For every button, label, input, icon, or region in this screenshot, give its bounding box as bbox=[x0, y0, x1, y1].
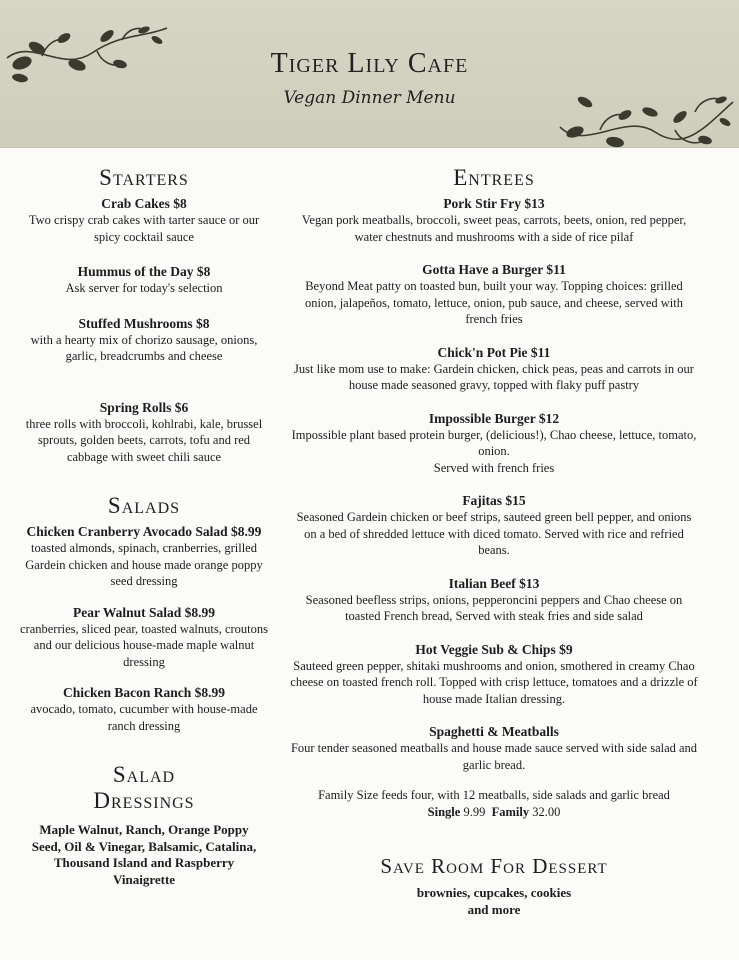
item-desc: three rolls with broccoli, kohlrabi, kale, brussel sprouts, golden beets, carrots, tofu and red cabbage with sweet chili sauce bbox=[25, 416, 263, 464]
item-name: Chicken Cranberry Avocado Salad $8.99 bbox=[26, 524, 262, 539]
item-name: Pork Stir Fry $13 bbox=[443, 196, 545, 211]
item-name: Spaghetti & Meatballs bbox=[429, 724, 559, 739]
dessert-line1: brownies, cupcakes, cookies bbox=[416, 885, 572, 900]
family-label: Family bbox=[491, 804, 530, 819]
menu-item bbox=[16, 399, 272, 466]
item-desc: Seasoned Gardein chicken or beef strips, sauteed green bell pepper, and onions on a bed of shredded lettuce with diced tomato. Served with rice and refried beans. bbox=[296, 510, 692, 557]
item-name: Italian Beef $13 bbox=[448, 575, 540, 591]
dessert-line2: and more bbox=[467, 901, 521, 917]
entrees-heading: Entrees bbox=[453, 165, 535, 190]
vine-ornament-right bbox=[555, 82, 737, 162]
menu-item bbox=[290, 723, 698, 773]
right-column bbox=[290, 165, 698, 918]
salads-heading: Salads bbox=[107, 493, 181, 518]
menu-item bbox=[290, 575, 698, 625]
item-desc: Served with french fries bbox=[433, 460, 555, 475]
menu-item bbox=[16, 263, 272, 297]
left-column bbox=[16, 165, 272, 888]
item-desc: Vegan pork meatballs, broccoli, sweet peas, carrots, beets, onion, red pepper, water chestnuts and mushrooms with a side of rice pilaf bbox=[301, 213, 687, 244]
cafe-title: Tiger Lily Cafe bbox=[270, 48, 469, 79]
item-name: Fajitas $15 bbox=[462, 493, 526, 508]
item-desc: cranberries, sliced pear, toasted walnuts, croutons and our delicious house-made maple walnut dressing bbox=[19, 621, 269, 669]
menu-item bbox=[290, 344, 698, 394]
family-price: 32.00 bbox=[532, 804, 561, 819]
item-name: Impossible Burger $12 bbox=[428, 410, 560, 426]
item-name: Spring Rolls $6 bbox=[99, 399, 189, 415]
item-desc: Just like mom use to make: Gardein chicken, chick peas, peas and carrots in our house made seasoned gravy, topped with flaky puff pastry bbox=[294, 361, 694, 392]
item-desc: Two crispy crab cakes with tarter sauce or our spicy cocktail sauce bbox=[28, 213, 260, 244]
item-desc: Beyond Meat patty on toasted bun, built your way. Topping choices: grilled onion, jalapeños, tomato, lettuce, onion, pub sauce, and cheese, served with french fries bbox=[304, 279, 683, 326]
menu-item bbox=[16, 195, 272, 245]
menu-item bbox=[16, 523, 272, 590]
header-band bbox=[0, 0, 739, 148]
item-desc: avocado, tomato, cucumber with house-made ranch dressing bbox=[30, 702, 258, 733]
item-desc: with a hearty mix of chorizo sausage, onions, garlic, breadcrumbs and cheese bbox=[30, 332, 258, 363]
item-desc: Four tender seasoned meatballs and house made sauce served with side salad and garlic bread. bbox=[290, 741, 698, 772]
dressings-list: Maple Walnut, Ranch, Orange Poppy Seed, Oil & Vinegar, Balsamic, Catalina, Thousand Island and Raspberry Vinaigrette bbox=[31, 822, 257, 887]
dressings-heading-line2: Dressings bbox=[93, 788, 195, 813]
menu-item bbox=[290, 641, 698, 708]
single-price: 9.99 bbox=[463, 804, 486, 819]
item-desc: Impossible plant based protein burger, (delicious!), Chao cheese, lettuce, tomato, onion. bbox=[291, 427, 697, 458]
item-name: Pear Walnut Salad $8.99 bbox=[72, 604, 216, 620]
item-name: Stuffed Mushrooms $8 bbox=[78, 315, 210, 331]
dressings-heading-line1: Salad bbox=[112, 762, 176, 787]
dessert-heading: Save Room For Dessert bbox=[380, 854, 608, 878]
menu-item bbox=[290, 410, 698, 477]
menu-item bbox=[16, 684, 272, 734]
item-name: Chicken Bacon Ranch $8.99 bbox=[62, 685, 226, 700]
menu-item bbox=[290, 492, 698, 559]
item-name: Crab Cakes $8 bbox=[101, 196, 187, 211]
item-name: Hot Veggie Sub & Chips $9 bbox=[415, 641, 573, 657]
starters-heading: Starters bbox=[99, 165, 189, 190]
item-desc: toasted almonds, spinach, cranberries, grilled Gardein chicken and house made orange poppy seed dressing bbox=[25, 541, 263, 588]
menu-item bbox=[16, 315, 272, 365]
single-label: Single bbox=[427, 804, 461, 819]
family-prices bbox=[290, 804, 698, 821]
item-name: Chick'n Pot Pie $11 bbox=[437, 344, 551, 360]
item-name: Hummus of the Day $8 bbox=[77, 264, 211, 279]
dressings-heading bbox=[16, 762, 272, 814]
menu-subtitle: Vegan Dinner Menu bbox=[283, 88, 456, 108]
menu-item bbox=[290, 261, 698, 328]
menu-item bbox=[290, 195, 698, 245]
item-desc: Ask server for today's selection bbox=[65, 281, 223, 295]
item-desc: Seasoned beefless strips, onions, pepperoncini peppers and Chao cheese on toasted French bread, Served with steak fries and side salad bbox=[305, 592, 683, 623]
family-size-note: Family Size feeds four, with 12 meatballs, side salads and garlic bread bbox=[318, 788, 670, 802]
menu-item bbox=[16, 604, 272, 671]
item-desc: Sauteed green pepper, shitaki mushrooms and onion, smothered in creamy Chao cheese on toasted french roll. Topped with crisp lettuce, tomatoes and a drizzle of house made Italian dressing. bbox=[290, 658, 698, 706]
item-name: Gotta Have a Burger $11 bbox=[422, 262, 566, 277]
